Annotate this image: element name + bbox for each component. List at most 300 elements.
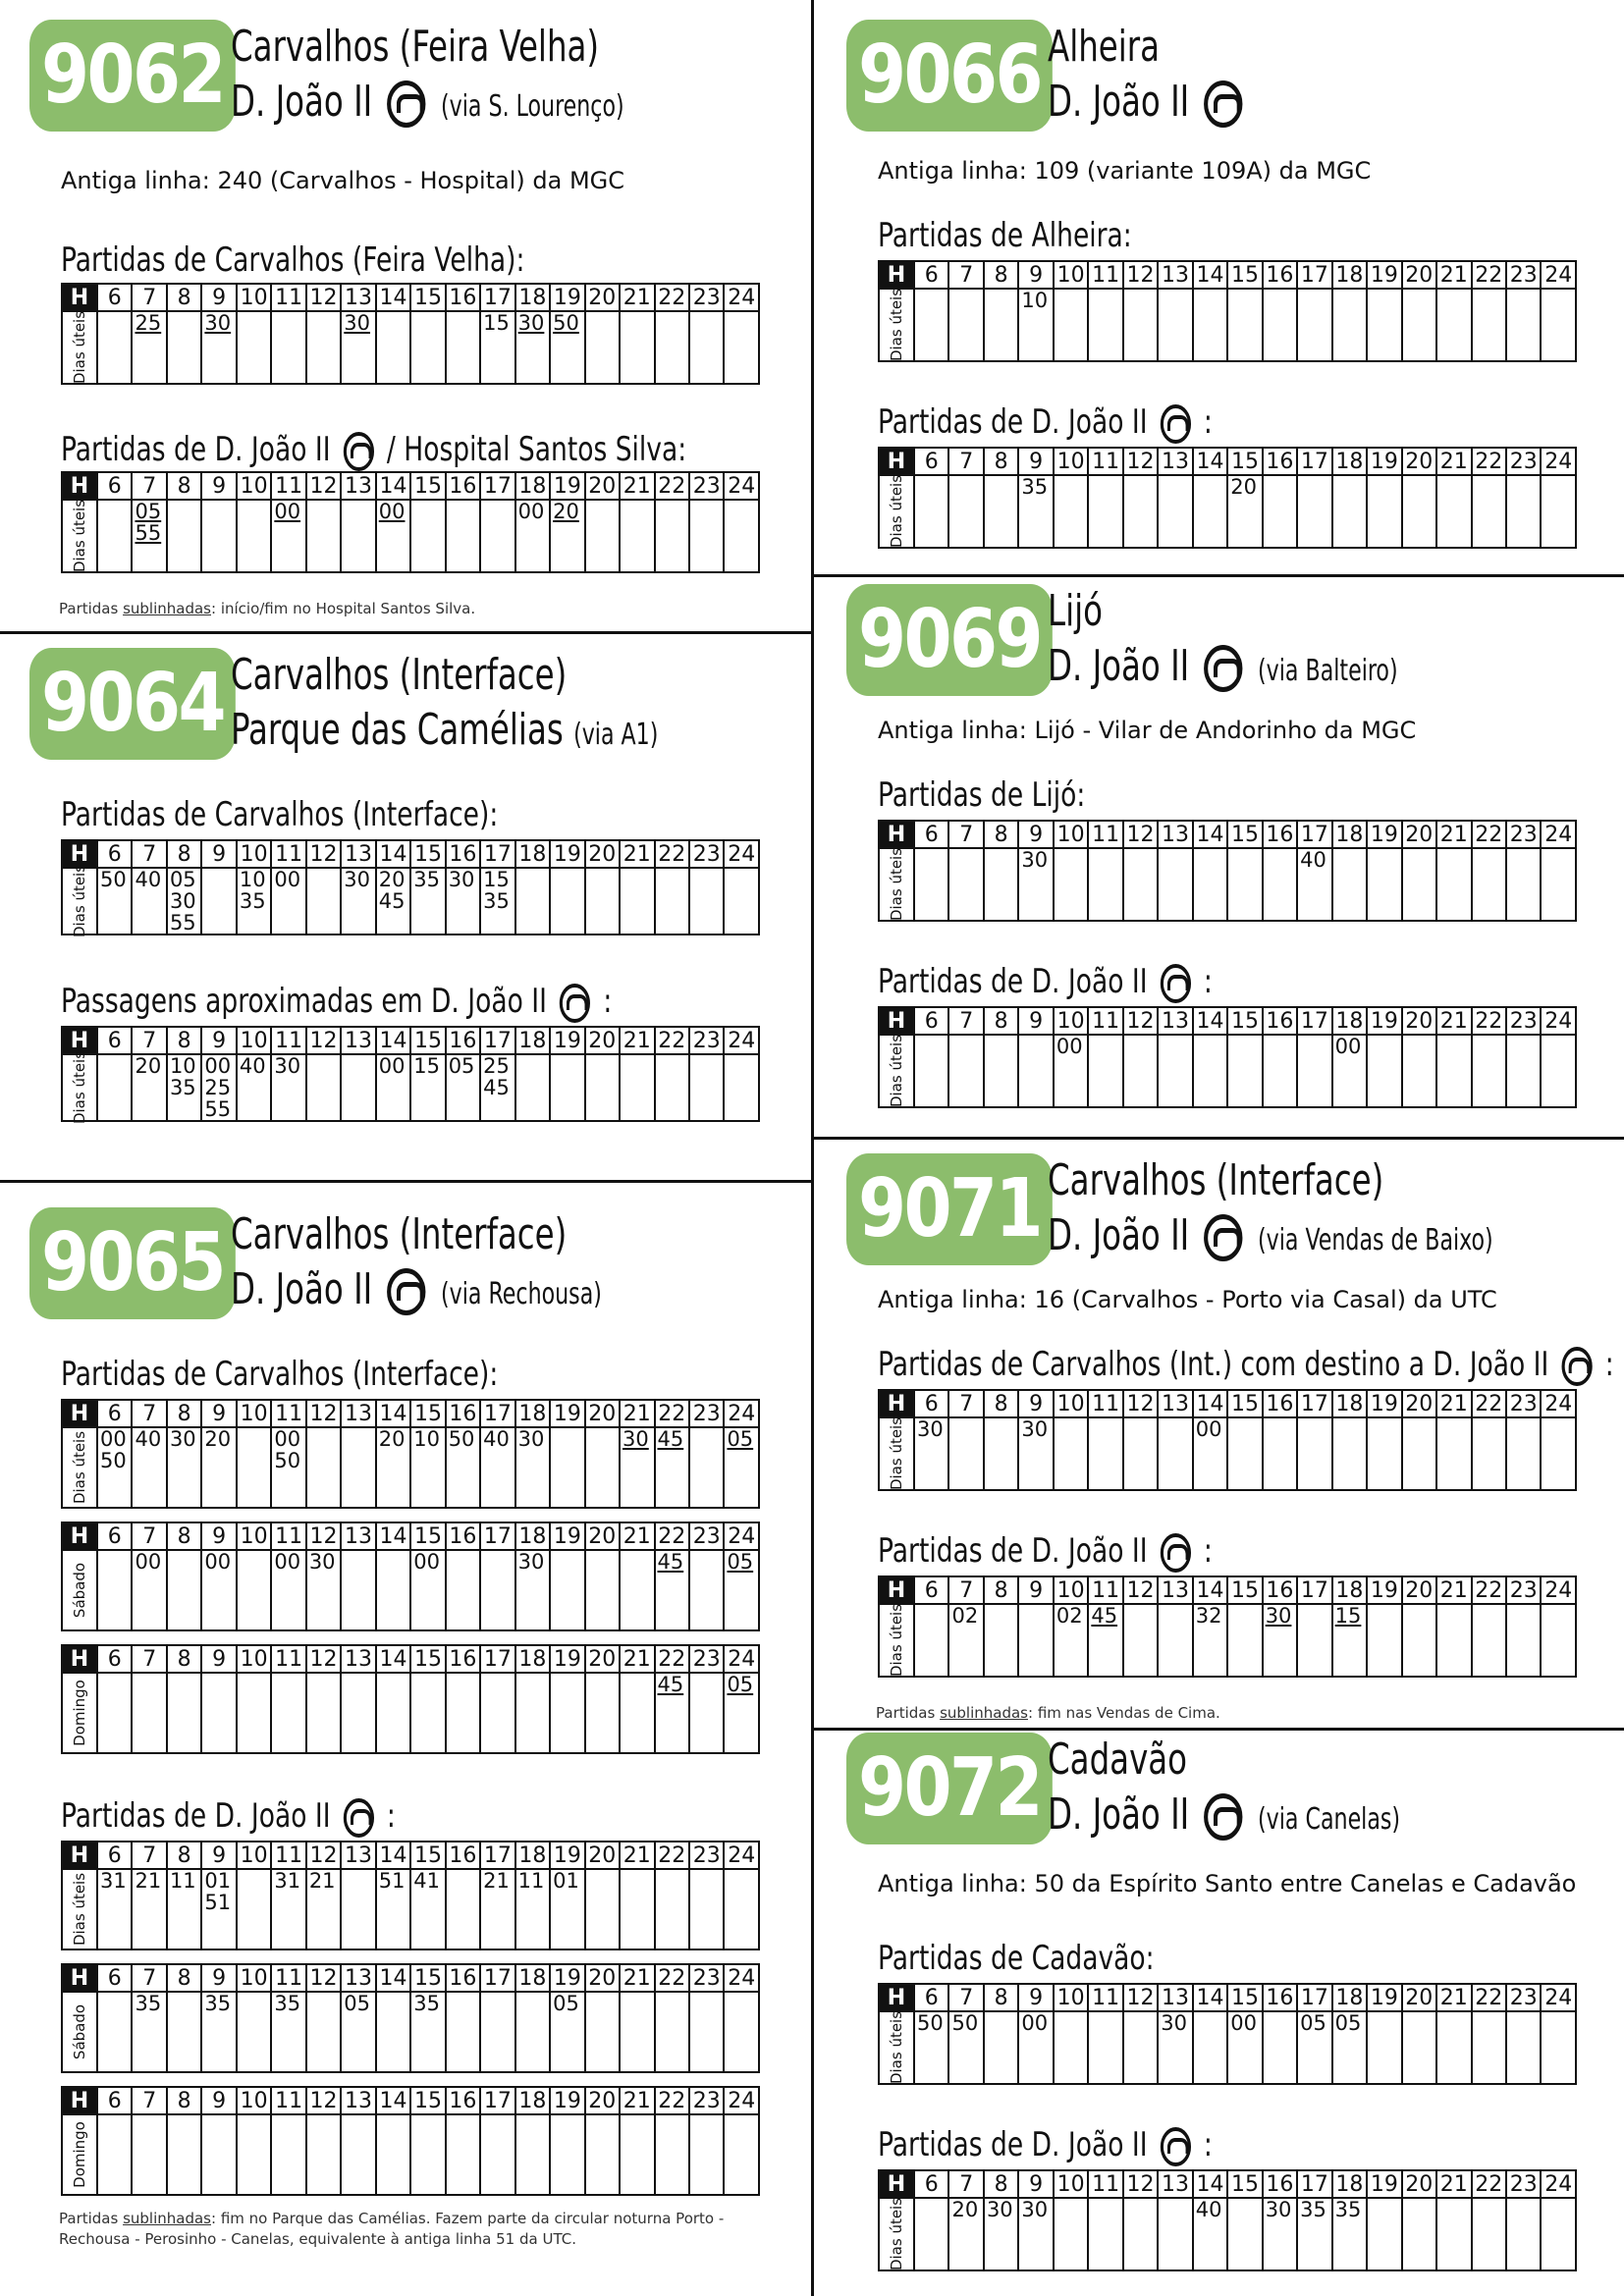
destination-secondary-label: D. João II [1048, 77, 1190, 127]
section-title [878, 962, 1213, 1003]
hour-header-cell: 22 [1472, 821, 1506, 848]
hour-header-cell: 14 [1193, 1984, 1227, 2011]
departure-cell [1054, 1417, 1088, 1490]
departure-minute: 50 [100, 1449, 127, 1472]
hour-header-cell: 12 [306, 2087, 341, 2114]
departure-minute: 55 [135, 521, 162, 545]
timetable-grid [878, 260, 1577, 362]
departure-cell [984, 2011, 1018, 2084]
day-type-label [62, 311, 97, 384]
departure-cell [948, 1035, 983, 1107]
departure-cell [1402, 1035, 1436, 1107]
hour-header-cell: 15 [1227, 261, 1262, 289]
departure-minute: 02 [1056, 1604, 1083, 1628]
hour-header-cell: 7 [132, 472, 166, 500]
day-type-text: Dias úteis [888, 2010, 905, 2085]
departure-cell [132, 311, 166, 384]
hour-header-row [879, 1007, 1576, 1035]
departure-cell [167, 311, 201, 384]
departure-minute: 10 [169, 1054, 196, 1078]
hour-header-cell: 21 [620, 1842, 654, 1869]
hour-header-cell: 21 [620, 1645, 654, 1673]
hour-header-row [62, 1400, 759, 1427]
departure-cell [1263, 1604, 1297, 1677]
hour-header-cell: 15 [1227, 1390, 1262, 1417]
day-type-text: Sábado [71, 2003, 88, 2060]
departure-minute: 31 [100, 1869, 127, 1893]
departure-cell [271, 1550, 305, 1630]
departure-cell [446, 1992, 480, 2072]
departure-minute: 30 [1021, 2198, 1049, 2221]
departure-cell [1018, 2011, 1053, 2084]
hour-header-cell: 7 [132, 2087, 166, 2114]
departure-cell [1472, 2198, 1506, 2270]
hour-header-cell: 7 [132, 840, 166, 868]
departure-cell [201, 868, 236, 934]
hour-header-cell: 10 [1054, 1576, 1088, 1604]
departure-cell [1332, 1035, 1367, 1107]
departure-cell [984, 475, 1018, 548]
departure-cell [376, 1427, 410, 1508]
departure-cell [515, 868, 550, 934]
departure-minute: 10 [239, 868, 266, 891]
destination-secondary [1048, 1789, 1401, 1841]
departures-row [62, 2114, 759, 2195]
departure-cell [271, 1869, 305, 1949]
section-title-text: Partidas de Lijó: [878, 775, 1086, 815]
departure-minute: 30 [344, 868, 371, 891]
departure-cell [1088, 1604, 1122, 1677]
hour-header-cell: 17 [1297, 448, 1331, 475]
section-title-suffix: : [1195, 2125, 1213, 2164]
departure-minute: 35 [274, 1992, 301, 2015]
hour-header-cell: 13 [1158, 2170, 1192, 2198]
hour-header-cell: 6 [914, 261, 948, 289]
departures-row [879, 848, 1576, 921]
hour-header-cell: 15 [1227, 821, 1262, 848]
departures-row [62, 1550, 759, 1630]
hour-header-row [879, 1984, 1576, 2011]
column-divider [811, 0, 814, 2296]
departure-cell [1297, 2011, 1331, 2084]
hour-header-cell: 12 [1123, 1007, 1158, 1035]
hour-header-cell: 23 [1506, 821, 1541, 848]
hour-header-row [879, 261, 1576, 289]
hour-header-cell: 17 [480, 1027, 514, 1054]
departure-cell [914, 1035, 948, 1107]
hour-header-row [62, 1027, 759, 1054]
timetable-grid [61, 1644, 760, 1754]
hour-header-cell: 11 [271, 1645, 305, 1673]
departure-cell [689, 311, 724, 384]
hour-header-cell: 17 [480, 472, 514, 500]
departure-cell [306, 868, 341, 934]
departure-minute: 35 [204, 1992, 232, 2015]
departure-cell [132, 1427, 166, 1508]
departure-cell [1054, 848, 1088, 921]
hour-header-cell: 12 [1123, 1576, 1158, 1604]
hour-header-cell: 13 [1158, 1390, 1192, 1417]
departure-cell [1436, 475, 1471, 548]
departure-cell [689, 1869, 724, 1949]
departure-cell [167, 868, 201, 934]
hour-header-cell: 21 [620, 840, 654, 868]
departure-minute: 41 [413, 1869, 440, 1893]
departure-cell [724, 1673, 759, 1753]
hour-header-cell: 15 [1227, 2170, 1262, 2198]
hour-header-cell: 6 [914, 1007, 948, 1035]
destination-primary: Carvalhos (Interface) [1048, 1155, 1384, 1205]
departure-minute: 00 [135, 1550, 162, 1574]
section-title-suffix: / Hospital Santos Silva: [378, 430, 687, 469]
departure-minute: 30 [308, 1550, 336, 1574]
hour-header-cell: 20 [585, 1645, 620, 1673]
departure-minute: 50 [553, 311, 579, 335]
hour-header-cell: 10 [237, 284, 271, 311]
departure-cell [984, 2198, 1018, 2270]
hour-header-cell: 6 [914, 1984, 948, 2011]
departure-cell [1436, 848, 1471, 921]
hour-header-cell: 13 [341, 1522, 375, 1550]
hour-header-cell: 14 [376, 1645, 410, 1673]
metro-icon [387, 80, 425, 128]
day-type-text: Dias úteis [888, 2197, 905, 2271]
departure-minute: 25 [483, 1054, 510, 1078]
departure-minute: 20 [378, 1427, 406, 1451]
departure-cell [237, 500, 271, 572]
departure-cell [341, 1550, 375, 1630]
hour-header-cell: 20 [585, 840, 620, 868]
departure-cell [550, 1673, 584, 1753]
hour-header-cell: 23 [689, 1645, 724, 1673]
day-type-label [879, 1604, 914, 1677]
day-type-label [879, 1035, 914, 1107]
departure-cell [984, 1035, 1018, 1107]
hour-header-cell: 14 [376, 1027, 410, 1054]
hour-header-cell: 12 [306, 1027, 341, 1054]
hour-header-cell: 20 [585, 1027, 620, 1054]
departure-minute: 35 [1021, 475, 1049, 499]
departure-cell [1018, 848, 1053, 921]
day-type-text: Dias úteis [888, 847, 905, 922]
departure-cell [1506, 289, 1541, 361]
hour-header-cell: 12 [306, 284, 341, 311]
departure-cell [201, 311, 236, 384]
hour-header-cell: 20 [1402, 1007, 1436, 1035]
timetable-grid [61, 1522, 760, 1631]
departure-cell [550, 1550, 584, 1630]
hour-header-row [879, 2170, 1576, 2198]
departure-cell [515, 1427, 550, 1508]
departure-cell [550, 2114, 584, 2195]
departure-cell [376, 1869, 410, 1949]
departure-cell [1541, 2198, 1576, 2270]
hour-header-cell: 7 [948, 448, 983, 475]
departure-cell [1227, 1417, 1262, 1490]
hour-header-cell: 17 [1297, 261, 1331, 289]
hour-header-cell: 20 [585, 284, 620, 311]
hour-header-cell: 10 [1054, 448, 1088, 475]
hour-header-cell: 8 [167, 2087, 201, 2114]
departure-minute: 00 [204, 1550, 232, 1574]
hour-header-cell: 14 [1193, 1576, 1227, 1604]
hour-header-cell: 16 [1263, 1007, 1297, 1035]
departure-cell [1054, 2011, 1088, 2084]
departure-cell [1541, 1035, 1576, 1107]
departure-cell [689, 1992, 724, 2072]
timetable-grid [878, 2169, 1577, 2271]
metro-icon [344, 432, 374, 471]
departure-cell [655, 1869, 689, 1949]
hour-header-cell: 24 [1541, 821, 1576, 848]
hour-header-cell: 14 [1193, 821, 1227, 848]
departure-minute: 45 [657, 1550, 684, 1574]
departure-cell [306, 1054, 341, 1121]
departure-cell [201, 1054, 236, 1121]
hour-header-cell: 20 [1402, 821, 1436, 848]
hour-header-cell: 10 [237, 472, 271, 500]
hour-header-cell: 22 [655, 2087, 689, 2114]
departure-cell [1158, 475, 1192, 548]
hour-header-cell: 15 [410, 1400, 445, 1427]
hour-header-cell: 19 [1367, 1007, 1401, 1035]
departure-cell [1402, 1604, 1436, 1677]
departure-cell [306, 1673, 341, 1753]
departure-cell [1541, 1417, 1576, 1490]
hour-header-cell: 13 [341, 1027, 375, 1054]
hour-header-label: H [62, 472, 97, 500]
departure-cell [132, 1992, 166, 2072]
hour-header-cell: 18 [1332, 448, 1367, 475]
day-type-text: Dias úteis [71, 1050, 88, 1125]
hour-header-cell: 21 [1436, 261, 1471, 289]
hour-header-cell: 6 [97, 840, 132, 868]
departure-cell [1227, 1035, 1262, 1107]
departure-cell [914, 1417, 948, 1490]
hour-header-cell: 9 [201, 1400, 236, 1427]
hour-header-cell: 6 [97, 1522, 132, 1550]
departure-cell [1541, 848, 1576, 921]
hour-header-cell: 22 [655, 284, 689, 311]
hour-header-cell: 14 [1193, 448, 1227, 475]
day-type-label [62, 500, 97, 572]
hour-header-cell: 13 [341, 472, 375, 500]
hour-header-cell: 24 [724, 2087, 759, 2114]
departure-minute: 51 [378, 1869, 406, 1893]
departure-cell [1158, 1417, 1192, 1490]
departure-cell [376, 1992, 410, 2072]
hour-header-cell: 10 [237, 1645, 271, 1673]
hour-header-cell: 15 [410, 1522, 445, 1550]
hour-header-cell: 12 [306, 1400, 341, 1427]
hour-header-cell: 17 [480, 1522, 514, 1550]
hour-header-cell: 8 [167, 1964, 201, 1992]
hour-header-row [62, 2087, 759, 2114]
departure-cell [237, 868, 271, 934]
hour-header-cell: 17 [480, 1645, 514, 1673]
departure-cell [1227, 289, 1262, 361]
hour-header-cell: 22 [1472, 2170, 1506, 2198]
departures-row [62, 311, 759, 384]
day-type-text: Sábado [71, 1562, 88, 1619]
departure-cell [724, 2114, 759, 2195]
departure-cell [620, 1673, 654, 1753]
hour-header-label: H [62, 2087, 97, 2114]
departure-minute: 50 [100, 868, 127, 891]
hour-header-cell: 9 [1018, 448, 1053, 475]
hour-header-label: H [62, 1522, 97, 1550]
section-divider [0, 631, 811, 634]
hour-header-cell: 6 [914, 1390, 948, 1417]
departure-cell [132, 1054, 166, 1121]
destination-secondary [231, 77, 624, 128]
section-title-suffix: : [1195, 962, 1213, 1001]
hour-header-cell: 6 [97, 472, 132, 500]
hour-header-cell: 24 [1541, 1007, 1576, 1035]
departure-cell [1158, 2198, 1192, 2270]
hour-header-cell: 23 [1506, 1576, 1541, 1604]
departures-row [62, 1673, 759, 1753]
departure-cell [620, 1550, 654, 1630]
departure-minute: 15 [483, 868, 510, 891]
hour-header-cell: 10 [237, 1964, 271, 1992]
hour-header-cell: 6 [97, 284, 132, 311]
departure-cell [410, 1054, 445, 1121]
hour-header-cell: 23 [1506, 261, 1541, 289]
departure-minute: 00 [274, 1550, 301, 1574]
hour-header-cell: 22 [655, 1400, 689, 1427]
former-line-info: Antiga linha: 50 da Espírito Santo entre Canelas e Cadavão [878, 1870, 1577, 1897]
departure-cell [271, 868, 305, 934]
hour-header-cell: 17 [480, 2087, 514, 2114]
hour-header-cell: 20 [1402, 1576, 1436, 1604]
hour-header-cell: 22 [1472, 1390, 1506, 1417]
hour-header-cell: 8 [167, 1522, 201, 1550]
hour-header-cell: 8 [984, 1984, 1018, 2011]
departure-cell [1088, 1417, 1122, 1490]
departure-cell [1227, 475, 1262, 548]
section-title [61, 240, 524, 280]
hour-header-cell: 9 [1018, 261, 1053, 289]
hour-header-cell: 9 [201, 1842, 236, 1869]
day-type-label [879, 1417, 914, 1490]
departure-minute: 35 [169, 1076, 196, 1099]
departure-cell [724, 1054, 759, 1121]
section-divider [813, 1137, 1624, 1140]
departure-minute: 40 [1195, 2198, 1222, 2221]
departure-cell [201, 2114, 236, 2195]
departure-cell [376, 1550, 410, 1630]
section-divider [813, 574, 1624, 577]
hour-header-cell: 17 [1297, 1390, 1331, 1417]
destination-primary: Lijó [1048, 586, 1103, 636]
hour-header-row [879, 821, 1576, 848]
destination-primary: Carvalhos (Feira Velha) [231, 22, 600, 72]
departure-cell [1158, 2011, 1192, 2084]
departure-minute: 30 [917, 1417, 944, 1441]
hour-header-cell: 6 [914, 2170, 948, 2198]
departure-cell [341, 1673, 375, 1753]
hour-header-cell: 18 [1332, 1984, 1367, 2011]
departures-row [62, 500, 759, 572]
hour-header-cell: 11 [1088, 1576, 1122, 1604]
hour-header-cell: 16 [446, 840, 480, 868]
footnote-prefix: Partidas [59, 600, 124, 617]
hour-header-cell: 13 [341, 840, 375, 868]
hour-header-cell: 23 [1506, 1390, 1541, 1417]
hour-header-cell: 16 [1263, 2170, 1297, 2198]
departure-cell [201, 1673, 236, 1753]
hour-header-cell: 24 [724, 284, 759, 311]
departure-cell [550, 868, 584, 934]
hour-header-cell: 24 [1541, 1576, 1576, 1604]
hour-header-cell: 10 [1054, 1007, 1088, 1035]
day-type-text: Domingo [71, 2121, 88, 2188]
departure-minute: 35 [413, 1992, 440, 2015]
hour-header-cell: 10 [237, 840, 271, 868]
departure-cell [1506, 1035, 1541, 1107]
departure-cell [1332, 2011, 1367, 2084]
hour-header-cell: 9 [201, 840, 236, 868]
departure-cell [1193, 289, 1227, 361]
hour-header-cell: 21 [1436, 1984, 1471, 2011]
departure-cell [1472, 1035, 1506, 1107]
hour-header-cell: 9 [1018, 821, 1053, 848]
hour-header-label: H [62, 840, 97, 868]
departure-minute: 05 [727, 1427, 754, 1451]
departure-minute: 15 [483, 311, 510, 335]
departure-cell [446, 1673, 480, 1753]
line-number-badge: 9062 [29, 20, 236, 132]
hour-header-cell: 9 [201, 1522, 236, 1550]
hour-header-cell: 9 [1018, 1007, 1053, 1035]
timetable-grid [878, 820, 1577, 922]
hour-header-cell: 16 [446, 1027, 480, 1054]
departure-cell [446, 1054, 480, 1121]
departure-cell [480, 1992, 514, 2072]
hour-header-cell: 14 [376, 1842, 410, 1869]
destination-secondary [231, 705, 659, 755]
hour-header-cell: 19 [550, 2087, 584, 2114]
departure-cell [1367, 1604, 1401, 1677]
hour-header-cell: 9 [201, 284, 236, 311]
departure-cell [1367, 289, 1401, 361]
day-type-label [62, 1992, 97, 2072]
departure-cell [167, 2114, 201, 2195]
hour-header-cell: 24 [724, 1027, 759, 1054]
hour-header-cell: 10 [237, 1522, 271, 1550]
hour-header-cell: 12 [306, 1645, 341, 1673]
departures-row [879, 289, 1576, 361]
hour-header-cell: 9 [1018, 1390, 1053, 1417]
departure-cell [201, 500, 236, 572]
hour-header-cell: 18 [1332, 1576, 1367, 1604]
departure-minute: 30 [1265, 1604, 1292, 1628]
hour-header-cell: 23 [689, 1400, 724, 1427]
departure-cell [1367, 2198, 1401, 2270]
destination-secondary-label: Parque das Camélias [231, 705, 564, 755]
hour-header-cell: 18 [515, 2087, 550, 2114]
hour-header-cell: 24 [724, 1522, 759, 1550]
line-number-badge: 9071 [846, 1153, 1053, 1265]
departure-cell [446, 1869, 480, 1949]
metro-icon [1161, 404, 1191, 444]
departure-cell [724, 1869, 759, 1949]
hour-header-cell: 17 [1297, 1984, 1331, 2011]
departure-cell [1367, 1035, 1401, 1107]
hour-header-cell: 12 [306, 1964, 341, 1992]
hour-header-cell: 22 [1472, 448, 1506, 475]
